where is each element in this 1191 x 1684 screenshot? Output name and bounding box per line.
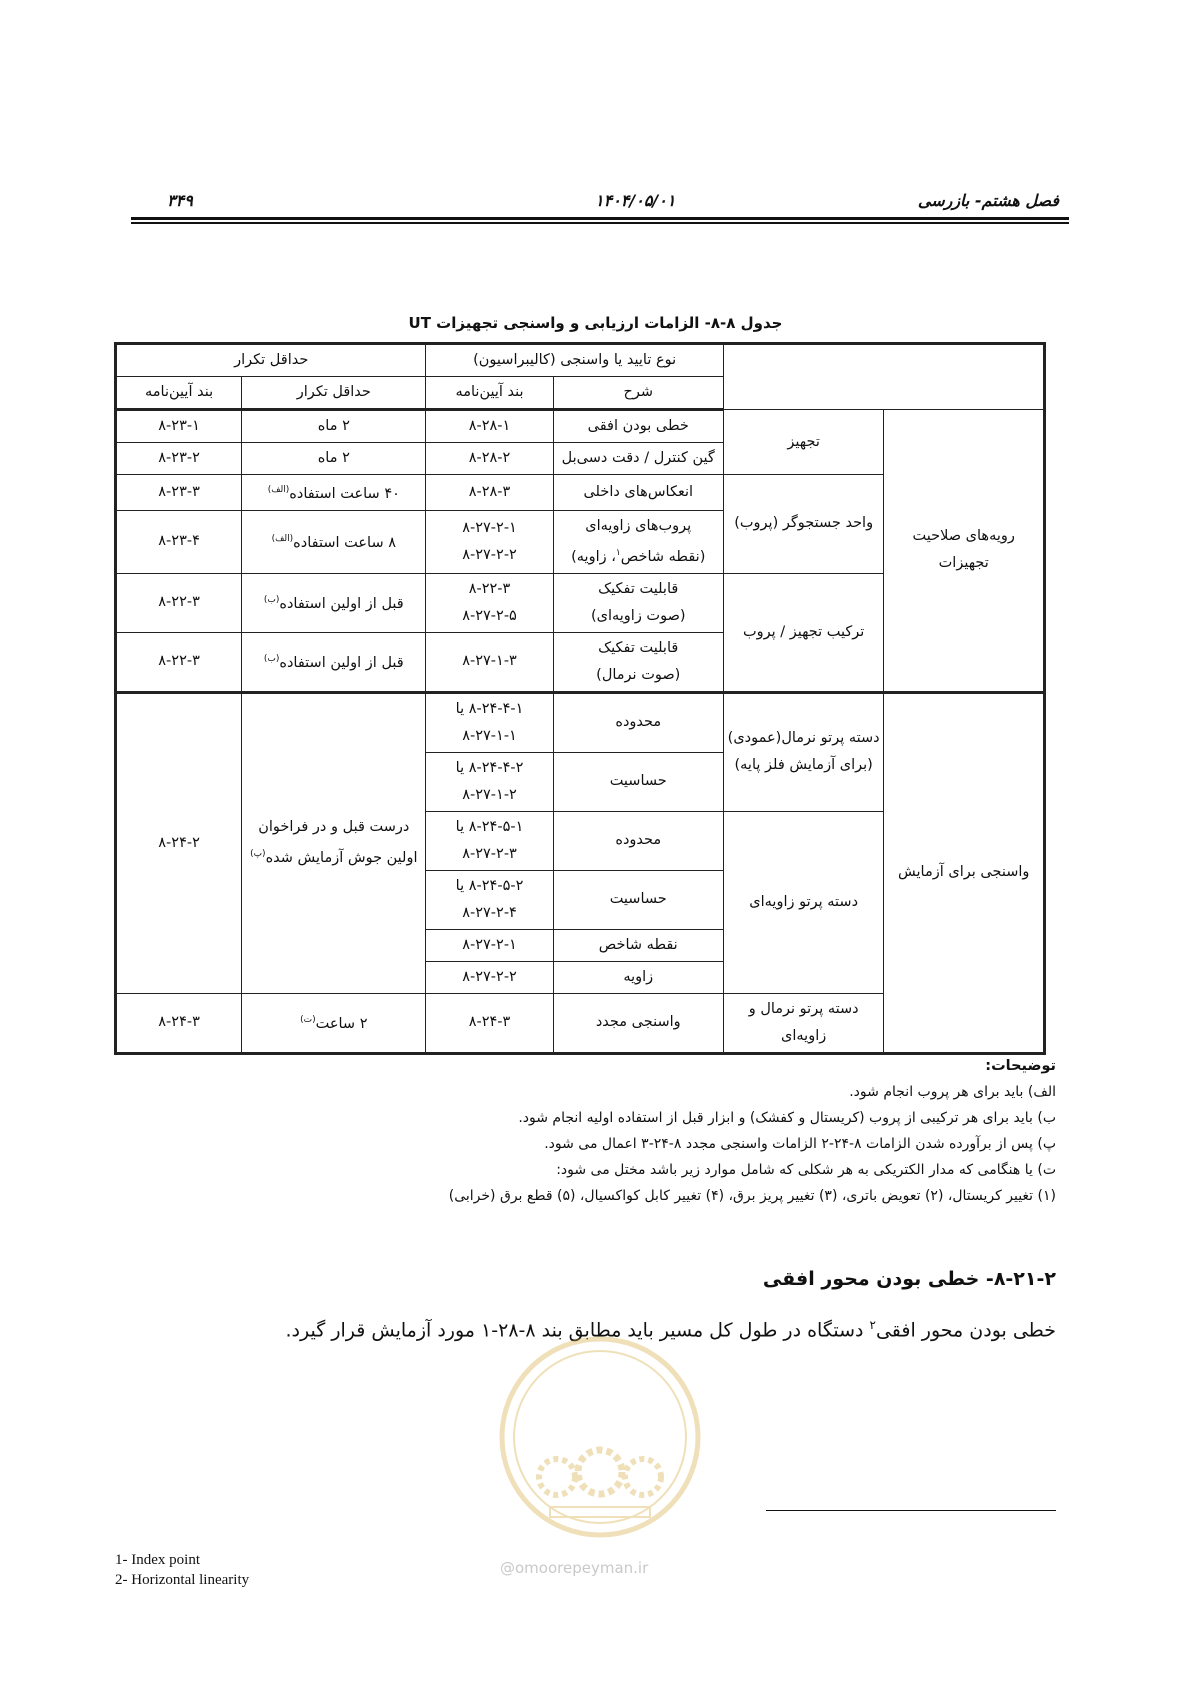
col-clause2-header: بند آیین‌نامه: [116, 377, 242, 410]
row-clause: ۸-۲۷-۲-۱: [426, 929, 553, 961]
row-description: حساسیت: [553, 752, 723, 811]
row-frequency: ۲ ماه: [242, 410, 426, 443]
note-item: (۱) تغییر کریستال، (۲) تعویض باتری، (۳) تغییر پریز برق، (۴) تغییر کابل کواکسیال، (۵) قطع برق (خرابی): [448, 1188, 1056, 1204]
sub-both-beam: دسته پرتو نرمال و زاویه‌ای: [723, 993, 884, 1053]
row-clause: ۸-۲۴-۵-۲ یا ۸-۲۷-۲-۴: [426, 870, 553, 929]
section-body: خطی بودن محور افقی$^۲$ دستگاه در طول کل مسیر باید مطابق بند ۸-۲۸-۱ مورد آزمایش قرار گیرد.: [285, 1318, 1056, 1342]
row-clause: ۸-۲۸-۲: [426, 443, 553, 475]
note-item: پ) پس از برآورده شدن الزامات ۸-۲۴-۲ الزامات واسنجی مجدد ۸-۲۴-۳ اعمال می شود.: [544, 1136, 1056, 1152]
group-verification-header: نوع تایید یا واسنجی (کالیبراسیون): [426, 344, 723, 377]
sub-probe: واحد جستجوگر (پروب): [723, 475, 884, 574]
category-qualification: رویه‌های صلاحیت تجهیزات: [884, 410, 1045, 693]
row-description: واسنجی مجدد: [553, 993, 723, 1053]
footnote: 2- Horizontal linearity: [115, 1572, 250, 1588]
header-empty: [723, 344, 1044, 410]
row-clause2: ۸-۲۴-۳: [116, 993, 242, 1053]
footnotes: [115, 1550, 249, 1590]
merged-clause2: ۸-۲۴-۲: [116, 692, 242, 993]
row-frequency: قبل از اولین استفاده$^{(ب)}$: [242, 573, 426, 632]
col-description-header: شرح: [553, 377, 723, 410]
note-item: الف) باید برای هر پروب انجام شود.: [849, 1084, 1056, 1100]
row-clause: ۸-۲۸-۱: [426, 410, 553, 443]
sub-normal-beam: دسته پرتو نرمال(عمودی) (برای آزمایش فلز پایه): [723, 692, 884, 811]
row-description: پروب‌های زاویه‌ای (نقطه شاخص$^۱$، زاویه): [553, 510, 723, 573]
row-description: قابلیت تفکیک (صوت نرمال): [553, 632, 723, 692]
row-clause2: ۸-۲۳-۴: [116, 510, 242, 573]
row-frequency: ۸ ساعت استفاده$^{(الف)}$: [242, 510, 426, 573]
row-clause: ۸-۲۷-۱-۳: [426, 632, 553, 692]
row-description: خطی بودن افقی: [553, 410, 723, 443]
header-rule: [131, 217, 1069, 220]
watermark-logo-icon: [495, 1332, 705, 1542]
section-heading: ۸-۲۱-۲- خطی بودن محور افقی: [762, 1268, 1056, 1290]
row-clause: ۸-۲۴-۴-۲ یا ۸-۲۷-۱-۲: [426, 752, 553, 811]
row-description: نقطه شاخص: [553, 929, 723, 961]
row-description: محدوده: [553, 692, 723, 752]
group-frequency-header: حداقل تکرار: [116, 344, 426, 377]
row-clause2: ۸-۲۳-۱: [116, 410, 242, 443]
row-clause: ۸-۲۴-۵-۱ یا ۸-۲۷-۲-۳: [426, 811, 553, 870]
footnote: 1- Index point: [115, 1552, 200, 1568]
header-rule-thin: [131, 222, 1069, 224]
row-clause: ۸-۲۷-۲-۱ ۸-۲۷-۲-۲: [426, 510, 553, 573]
watermark-url: @omoorepeyman.ir: [500, 1559, 649, 1577]
row-clause: ۸-۲۲-۳ ۸-۲۷-۲-۵: [426, 573, 553, 632]
row-description: قابلیت تفکیک (صوت زاویه‌ای): [553, 573, 723, 632]
row-frequency: ۲ ماه: [242, 443, 426, 475]
row-clause2: ۸-۲۲-۳: [116, 632, 242, 692]
row-clause: ۸-۲۴-۴-۱ یا ۸-۲۷-۱-۱: [426, 692, 553, 752]
notes-title: توضیحات:: [985, 1058, 1056, 1074]
ut-requirements-table: [114, 342, 1046, 1055]
row-description: محدوده: [553, 811, 723, 870]
note-item: ب) باید برای هر ترکیبی از پروب (کریستال و کفشک) و ابزار قبل از استفاده اولیه انجام شود.: [518, 1110, 1056, 1126]
table-notes: [136, 1053, 1056, 1209]
row-description: زاویه: [553, 961, 723, 993]
sub-equipment: تجهیز: [723, 410, 884, 475]
row-description: انعکاس‌های داخلی: [553, 475, 723, 511]
row-clause: ۸-۲۴-۳: [426, 993, 553, 1053]
sub-angle-beam: دسته پرتو زاویه‌ای: [723, 811, 884, 993]
row-description: گین کنترل / دقت دسی‌بل: [553, 443, 723, 475]
row-description: حساسیت: [553, 870, 723, 929]
merged-frequency: درست قبل و در فراخوان اولین جوش آزمایش شده$^{(پ)}$: [242, 692, 426, 993]
col-min-frequency-header: حداقل تکرار: [242, 377, 426, 410]
col-clause-header: بند آیین‌نامه: [426, 377, 553, 410]
note-item: ت) یا هنگامی که مدار الکتریکی به هر شکلی که شامل موارد زیر باشد مختل می شود:: [556, 1162, 1056, 1178]
row-clause: ۸-۲۸-۳: [426, 475, 553, 511]
chapter-title: فصل هشتم- بازرسی: [917, 191, 1059, 210]
row-frequency: ۴۰ ساعت استفاده$^{(الف)}$: [242, 475, 426, 511]
row-frequency: ۲ ساعت$^{(ت)}$: [242, 993, 426, 1053]
table-caption: جدول ۸-۸- الزامات ارزیابی و واسنجی تجهیزات UT: [408, 314, 783, 332]
sub-combination: ترکیب تجهیز / پروب: [723, 573, 884, 692]
row-clause: ۸-۲۷-۲-۲: [426, 961, 553, 993]
page-number: ۳۴۹: [167, 191, 193, 210]
category-calibration: واسنجی برای آزمایش: [884, 692, 1045, 1053]
row-clause2: ۸-۲۳-۳: [116, 475, 242, 511]
header-date: ۱۴۰۴/۰۵/۰۱: [595, 191, 676, 210]
footnote-rule: [766, 1510, 1056, 1511]
row-clause2: ۸-۲۳-۲: [116, 443, 242, 475]
row-frequency: قبل از اولین استفاده$^{(ب)}$: [242, 632, 426, 692]
row-clause2: ۸-۲۲-۳: [116, 573, 242, 632]
